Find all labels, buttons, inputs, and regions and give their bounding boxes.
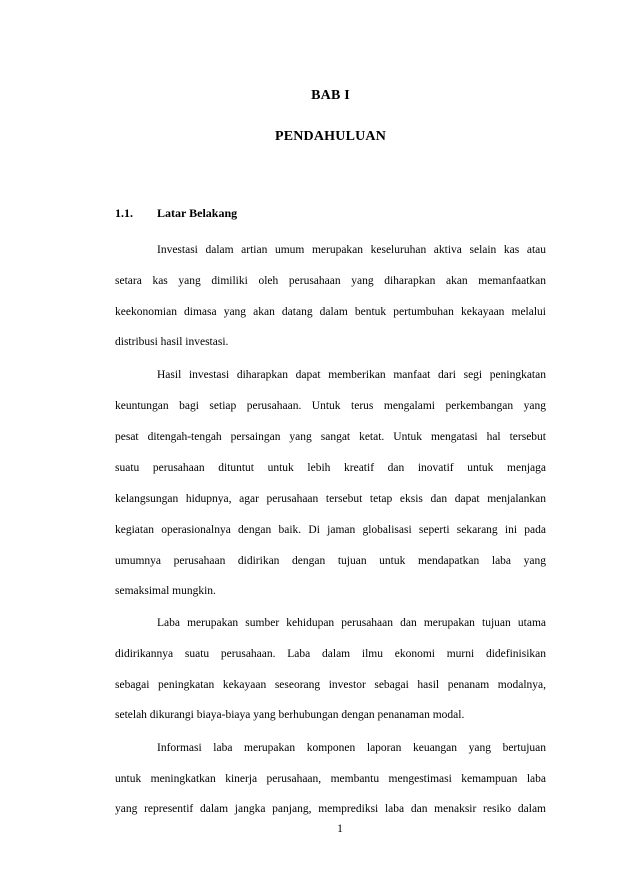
paragraph-line: keekonomian dimasa yang akan datang dalam bentuk pertumbuhan kekayaan melalui — [115, 306, 546, 318]
paragraph-line: didirikannya suatu perusahaan. Laba dalam ilmu ekonomi murni didefinisikan — [115, 648, 546, 660]
paragraph-line: distribusi hasil investasi. — [115, 336, 229, 348]
paragraph-line: umumnya perusahaan didirikan dengan tujuan untuk mendapatkan laba yang — [115, 555, 546, 567]
section-title: Latar Belakang — [157, 206, 238, 220]
chapter-title: PENDAHULUAN — [274, 129, 387, 144]
paragraph-line: suatu perusahaan dituntut untuk lebih kreatif dan inovatif untuk menjaga — [115, 462, 546, 474]
paragraph-line: Hasil investasi diharapkan dapat memberikan manfaat dari segi peningkatan — [157, 369, 546, 381]
section-heading — [115, 206, 237, 221]
paragraph-line: Laba merupakan sumber kehidupan perusahaan dan merupakan tujuan utama — [157, 617, 546, 629]
paragraph-line: setara kas yang dimiliki oleh perusahaan yang diharapkan akan memanfaatkan — [115, 275, 546, 287]
paragraph-line: setelah dikurangi biaya-biaya yang berhubungan dengan penanaman modal. — [115, 709, 465, 721]
paragraph-line: Investasi dalam artian umum merupakan keseluruhan aktiva selain kas atau — [157, 244, 546, 256]
chapter-heading: BAB I — [311, 88, 350, 103]
paragraph-line: untuk meningkatkan kinerja perusahaan, membantu mengestimasi kemampuan laba — [115, 773, 546, 785]
paragraph-line: sebagai peningkatan kekayaan seseorang investor sebagai hasil penanam modalnya, — [115, 679, 546, 691]
paragraph-line: pesat ditengah-tengah persaingan yang sangat ketat. Untuk mengatasi hal tersebut — [115, 431, 546, 443]
paragraph-line: kelangsungan hidupnya, agar perusahaan tersebut tetap eksis dan dapat menjalankan — [115, 493, 546, 505]
page-number: 1 — [337, 823, 343, 835]
paragraph-line: yang representif dalam jangka panjang, memprediksi laba dan menaksir resiko dalam — [115, 803, 546, 815]
paragraph-line: kegiatan operasionalnya dengan baik. Di jaman globalisasi seperti sekarang ini pada — [115, 524, 546, 536]
paragraph-line: semaksimal mungkin. — [115, 585, 216, 597]
section-number: 1.1. — [115, 206, 133, 220]
paragraph-line: keuntungan bagi setiap perusahaan. Untuk terus mengalami perkembangan yang — [115, 400, 546, 412]
paragraph-line: Informasi laba merupakan komponen laporan keuangan yang bertujuan — [157, 742, 546, 754]
